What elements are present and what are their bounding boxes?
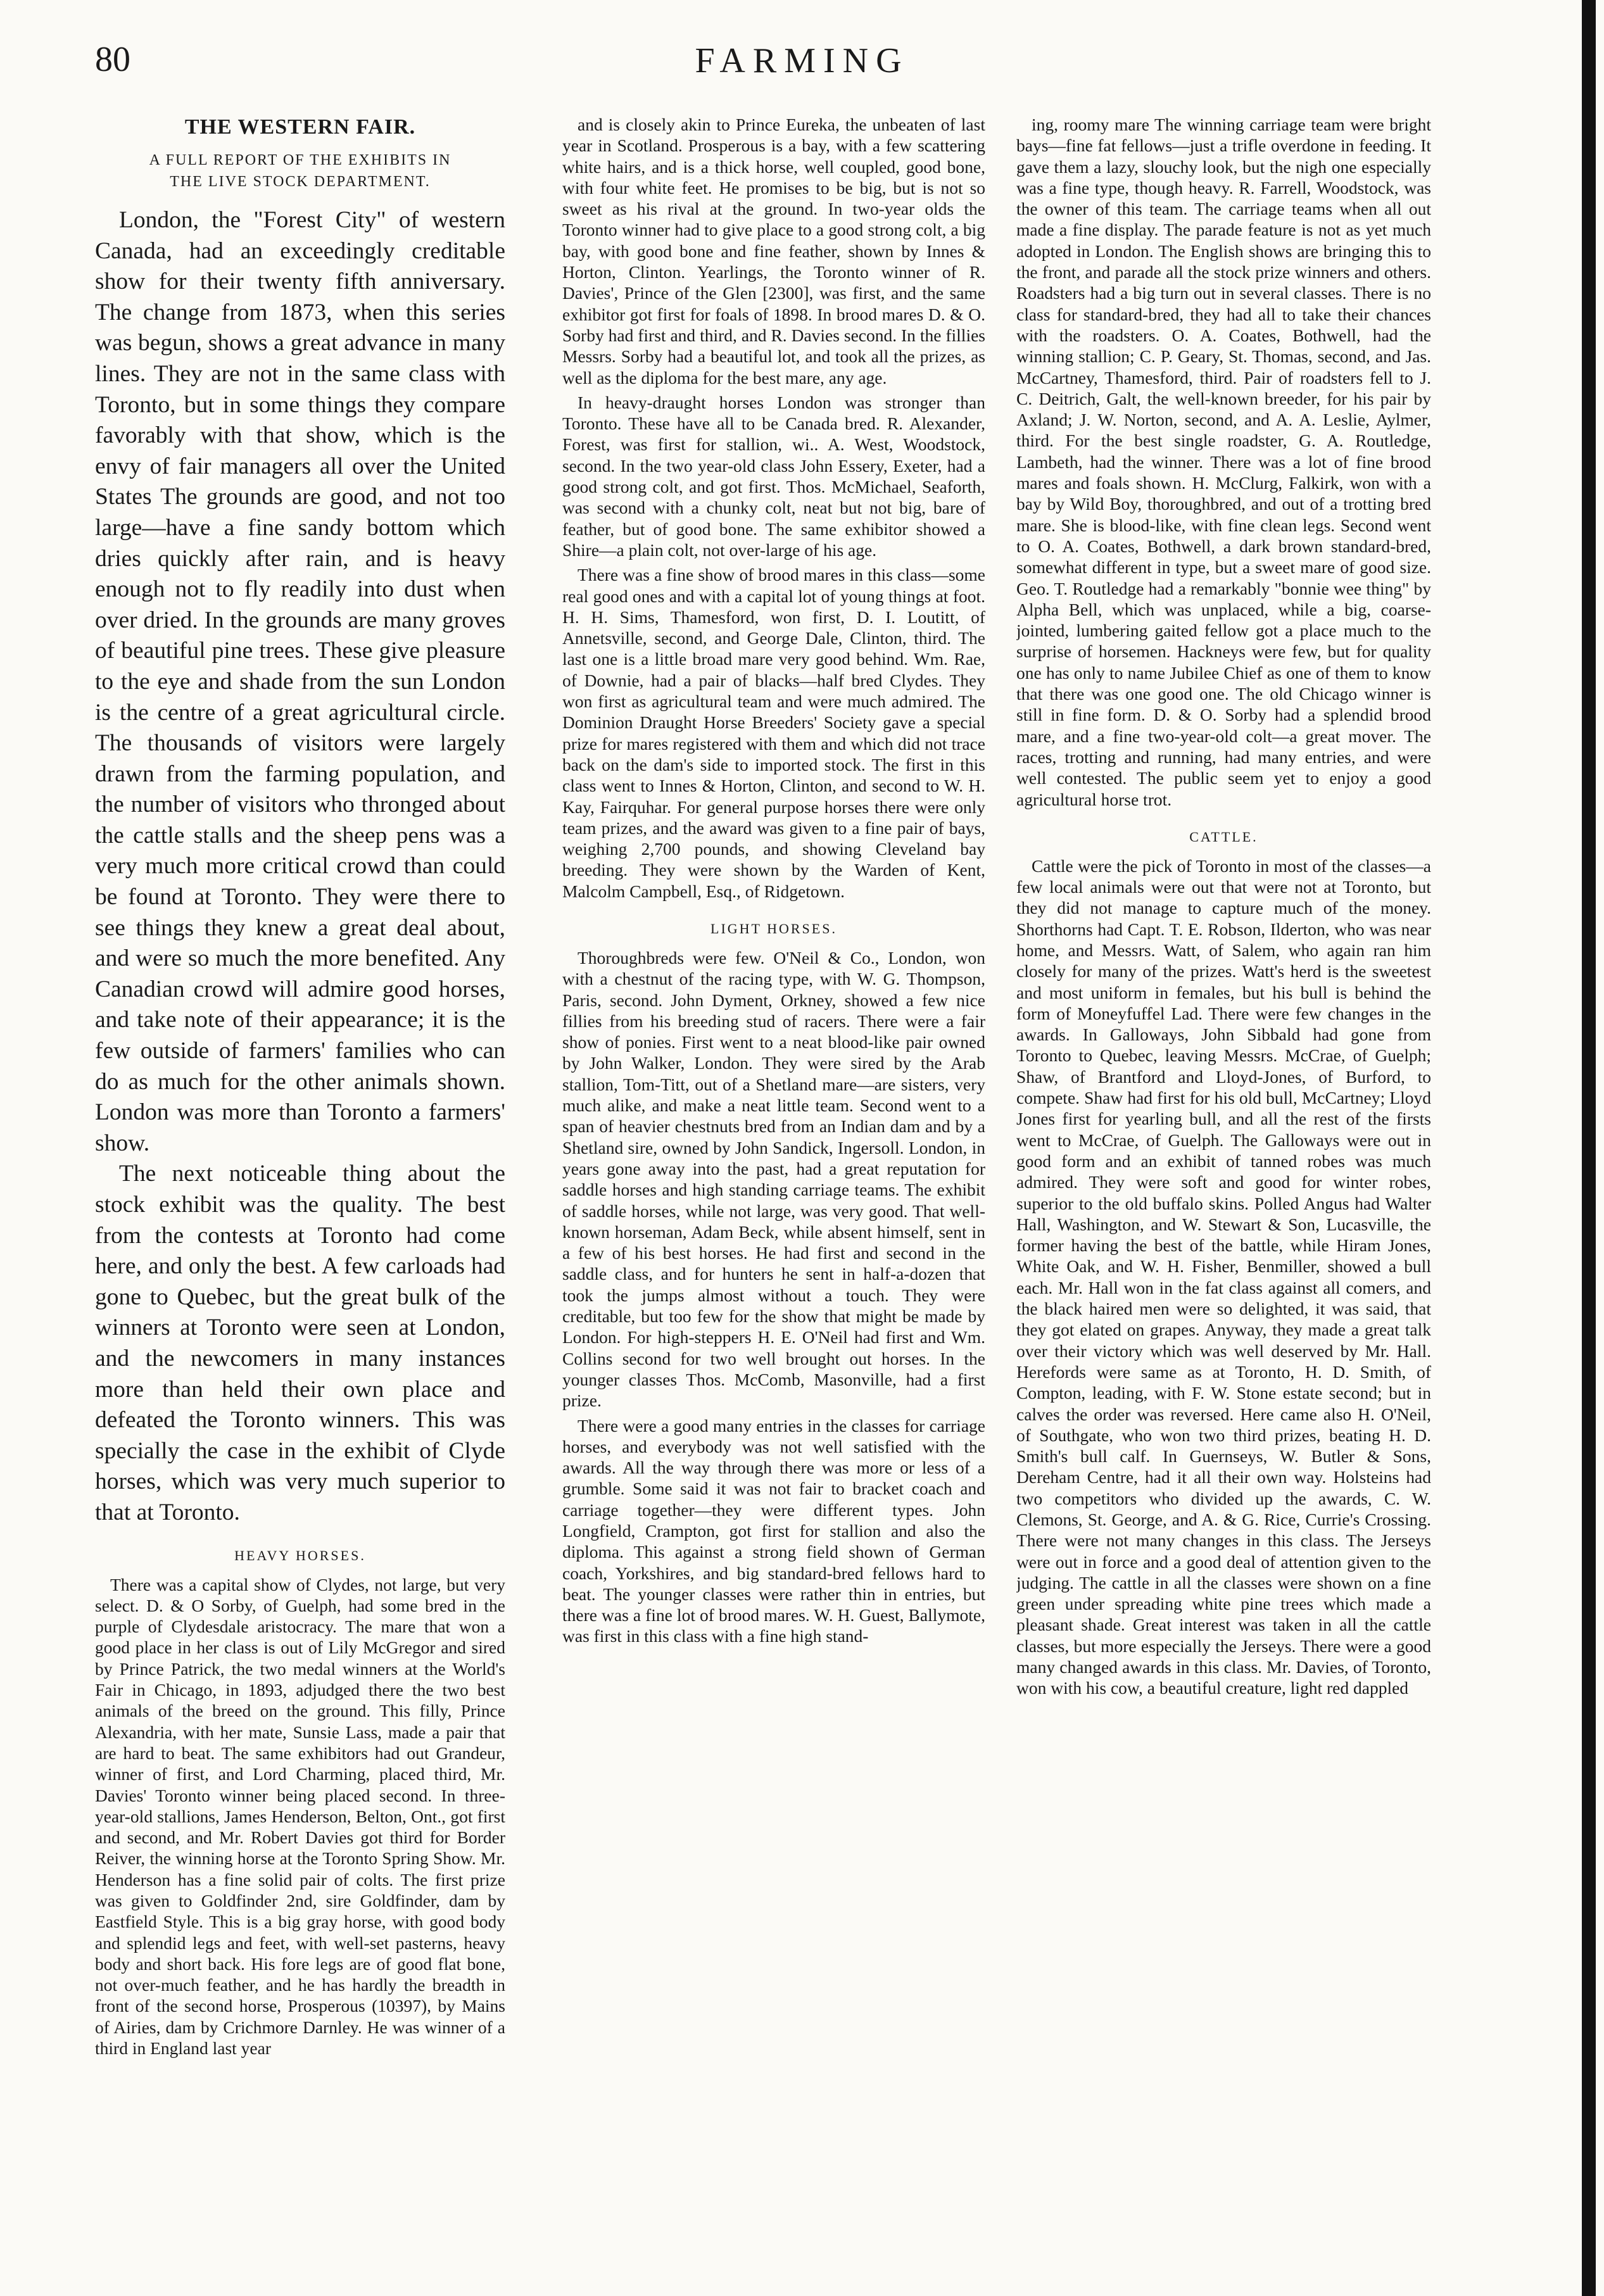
running-head: FARMING — [695, 41, 909, 80]
body-paragraph: There was a capital show of Clydes, not large, but very select. D. & O Sorby, of Guelph, had some bred in the purple of Clydesdale aristocracy. The mare that won a good place in her class is out of Lily McGregor and sired by Prince Patrick, the two medal winners at the World's Fair in Chicago, in 1893, adjudged there the two best animals of the breed on the ground. This filly, Prince Alexandria, with her mate, Sunsie Lass, made a pair that are hard to beat. The same exhibitors had out Grandeur, winner of first, and Lord Charming, placed third, Mr. Davies' Toronto winner being placed second. In three-year-old stallions, James Henderson, Belton, Ont., got first and second, and Mr. Robert Davies got third for Border Reiver, the winning horse at the Toronto Spring Show. Mr. Henderson has a fine solid pair of colts. The first prize was given to Goldfinder 2nd, sire Goldfinder, dam by Eastfield Style. This is a big gray horse, with good body and splendid legs and feet, with well-set pasterns, heavy body and short back. His fore legs are of good flat bone, not over-much feather, and he has hardly the breadth in front of the second horse, Prosperous (10397), by Mains of Airies, dam by Crichmore Darnley. He was winner of a third in England last year — [95, 1574, 505, 2059]
page-number: 80 — [95, 40, 130, 79]
section-heading-heavy-horses: HEAVY HORSES. — [234, 1547, 366, 1563]
column-3 — [1016, 114, 1431, 2261]
page-edge-rule — [1582, 0, 1596, 2296]
article-subtitle — [95, 149, 505, 192]
lead-paragraph: The next noticeable thing about the stock exhibit was the quality. The best from the contests at Toronto had come here, and only the best. A few carloads had gone to Quebec, but the great bulk of the winners at Toronto were seen at London, and the newcomers in many instances more than held their own place and defeated the Toronto winners. This was specially the case in the exhibit of Clyde horses, which was very much superior to that at Toronto. — [95, 1161, 505, 1525]
section-heading-light-horses: LIGHT HORSES. — [710, 920, 837, 937]
body-paragraph: ing, roomy mare The winning carriage team were bright bays—fine fat fellows—just a trifle overdone in feeding. It gave them a lazy, slouchy look, but the nigh one especially was a fine type, though heavy. R. Farrell, Woodstock, was the owner of this team. The carriage teams when all out made a fine display. The parade feature is not as yet much adopted in London. The English shows are bringing this to the front, and parade all the stock prize winners and others. Roadsters had a big turn out in several classes. There is no class for standard-bred, they had all to take their chances with the roadsters. O. A. Coates, Bothwell, had the winning stallion; C. P. Geary, St. Thomas, second, and Jas. McCartney, Thamesford, third. Pair of roadsters fell to J. C. Deitrich, Galt, the well-known breeder, for his pair by Axland; J. W. Norton, second, and A. A. Leslie, Aylmer, third. For the best single roadster, G. A. Routledge, Lambeth, had the winner. There was a lot of fine brood mares and foals shown. H. McClurg, Falkirk, won with a bay by Wild Boy, thoroughbred, and out of a trotting bred mare. She is blood-like, with fine clean legs. Second went to O. A. Coates, Bothwell, a dark brown standard-bred, somewhat different in type, but a sweet mare of good size. Geo. T. Routledge had a remarkably "bonnie wee thing" by Alpha Bell, which was unplaced, while a big, coarse-jointed, lumbering gaited fellow got a place much to the surprise of horsemen. Hackneys were few, but for quality one has only to name Jubilee Chief as one of them to know that there was one good one. The old Chicago winner is still in fine form. D. & O. Sorby had a splendid brood mare, and a fine two-year-old colt—a great mover. The races, trotting and running, had many entries, and were well contested. The public seem yet to enjoy a good agricultural horse trot. — [1016, 115, 1431, 809]
body-paragraph: There was a fine show of brood mares in this class—some real good ones and with a capital lot of young things at foot. H. H. Sims, Thamesford, won first, D. I. Loutitt, of Annetsville, second, and George Dale, Clinton, third. The last one is a little broad mare very good behind. Wm. Rae, of Downie, had a pair of blacks—half bred Clydes. They won first as agricultural team and were much admired. The Dominion Draught Horse Breeders' Society gave a special prize for mares registered with them and which did not trace back on the dam's side to imported stock. The first in this class went to Innes & Horton, Clinton, and second to W. H. Kay, Fairquhar. For general purpose horses there were only team prizes, and the award was given to a fine pair of bays, weighing 2,700 pounds, and showing Cleveland bay breeding. They were shown by the Warden of Kent, Malcolm Campbell, Esq., of Ridgetown. — [562, 565, 985, 901]
body-paragraph: and is closely akin to Prince Eureka, the unbeaten of last year in Scotland. Prosperous is a bay, with a few scattering white hairs, and is a thick horse, well coupled, good bone, with four white feet. He promises to be big, but is not so sweet as his rival at the ground. In two-year olds the Toronto winner had to give place to a good strong colt, a big bay, with good bone and fine feather, shown by Innes & Horton, Clinton. Yearlings, the Toronto winner of R. Davies', Prince of the Glen [2300], was first, and the same exhibitor got first for foals of 1898. In brood mares D. & O. Sorby had first and third, and R. Davies second. In the fillies Messrs. Sorby had a beautiful lot, and took all the prizes, as well as the diploma for the best mare, any age. — [562, 115, 985, 388]
section-heading-cattle: CATTLE. — [1189, 828, 1258, 845]
body-paragraph: There were a good many entries in the classes for carriage horses, and everybody was not well satisfied with the awards. All the way through there was more or less of a grumble. Some said it was not fair to bracket coach and carriage together—they were different types. John Longfield, Crampton, got first for stallion and also the diploma. This against a strong field shown of German coach, Yorkshires, and big standard-bred fellows hard to beat. The younger classes were rather thin in entries, but there was a fine lot of brood mares. W. H. Guest, Ballymote, was first in this class with a fine high stand- — [562, 1415, 985, 1646]
article-title: THE WESTERN FAIR. — [184, 115, 416, 139]
body-paragraph: Thoroughbreds were few. O'Neil & Co., London, won with a chestnut of the racing type, with W. G. Thompson, Paris, second. John Dyment, Orkney, showed a few nice fillies from his breeding stud of racers. There were a fair show of ponies. First went to a neat blood-like pair owned by John Walker, London. They were sired by the Arab stallion, Tom-Titt, out of a Shetland mare—are sisters, very much alike, and make a neat little team. Second went to a span of heavier chestnuts bred from an Indian dam and by a Shetland sire, owned by John Sandick, Ingersoll. London, in years gone away into the past, had a great reputation for saddle horses and high standing carriage teams. The exhibit of saddle horses, while not large, was very good. That well-known horseman, Adam Beck, while absent himself, sent in a few of his best horses. He had first and second in the saddle class, and for hunters he sent in half-a-dozen that took the jumps almost without a touch. They were creditable, but too few for the show that might be made by London. For high-steppers H. E. O'Neil had first and Wm. Collins second for two well brought out horses. In the younger classes Thos. McComb, Masonville, had a first prize. — [562, 947, 985, 1411]
article-subtitle-line-2: THE LIVE STOCK DEPARTMENT. — [170, 173, 431, 190]
column-2 — [562, 114, 985, 2261]
body-paragraph: In heavy-draught horses London was stronger than Toronto. These have all to be Canada bred. R. Alexander, Forest, was first for stallion, wi.. A. West, Woodstock, second. In the two year-old class John Essery, Exeter, had a good strong colt, and got first. Thos. McMichael, Seaforth, was second with a chunky colt, neat but not big, bare of feather, but of good bone. The same exhibitor showed a Shire—a plain colt, not over-large of his age. — [562, 392, 985, 560]
article-subtitle-line-1: A FULL REPORT OF THE EXHIBITS IN — [149, 152, 452, 168]
column-1 — [95, 114, 505, 2261]
lead-paragraph: London, the "Forest City" of western Canada, had an exceedingly creditable show for their twenty fifth anniversary. The change from 1873, when this series was begun, shows a great advance in many lines. They are not in the same class with Toronto, but in some things they compare favorably with that show, which is the envy of fair managers all over the United States The grounds are good, and not too large—have a fine sandy bottom which dries quickly after rain, and is heavy enough not to fly readily into dust when over dried. In the grounds are many groves of beautiful pine trees. These give pleasure to the eye and shade from the sun London is the centre of a great agricultural circle. The thousands of visitors were largely drawn from the farming population, and the number of visitors who thronged about the cattle stalls and the sheep pens was a very much more critical crowd than could be found at Toronto. They were there to see things they knew a great deal about, and were so much the more benefited. Any Canadian crowd will admire good horses, and take note of their appearance; it is the few outside of farmers' families who can do as much for the other animals shown. London was more than Toronto a farmers' show. — [95, 207, 505, 1156]
body-paragraph: Cattle were the pick of Toronto in most of the classes—a few local animals were out that were not at Toronto, but they did not manage to capture much of the money. Shorthorns had Capt. T. E. Robson, Ilderton, who was near home, and Messrs. Watt, of Salem, who again ran him closely for many of the prizes. Watt's herd is the sweetest and most uniform in females, but his bull is behind the form of Moneyfuffel Lad. There were few changes in the awards. In Galloways, John Sibbald had gone from Toronto to Quebec, leaving Messrs. McCrae, of Guelph; Shaw, of Brantford and Lloyd-Jones, of Burford, to compete. Shaw had first for his old bull, McCartney; Lloyd Jones first for yearling bull, and all the rest of the firsts went to McCrae, of Guelph. The Galloways were out in good form and an exhibit of tanned robes was much admired. They were soft and good for winter robes, superior to the old buffalo skins. Polled Angus had Walter Hall, Washington, and W. Stewart & Son, Lucasville, the former having the best of the battle, while Hiram Jones, White Oak, and W. H. Fisher, Benmiller, showed a bull each. Mr. Hall won in the fat class against all comers, and the black haired men were so delighted, it was said, that they got elated on grapes. Anyway, they made a great talk over their victory which was well deserved by Mr. Hall. Herefords were same as at Toronto, H. D. Smith, of Compton, leading, with F. W. Stone estate second; but in calves the order was reversed. Here came also H. O'Neil, of Southgate, who won two third prizes, beating H. D. Smith's bull calf. In Guernseys, W. Butler & Sons, Dereham Centre, had it all their own way. Holsteins had two competitors who divided up the awards, C. W. Clemons, St. George, and A. & G. Rice, Currie's Crossing. There were not many changes in this class. The Jerseys were out in force and a good deal of attention given to the judging. The cattle in all the classes were shown on a fine green under spreading white pine trees which made a pleasant shade. Great interest was taken in all the cattle classes, but more especially the Jerseys. There were a good many changed awards in this class. Mr. Davies, of Toronto, won with his cow, a beautiful creature, light red dappled — [1016, 855, 1431, 1698]
